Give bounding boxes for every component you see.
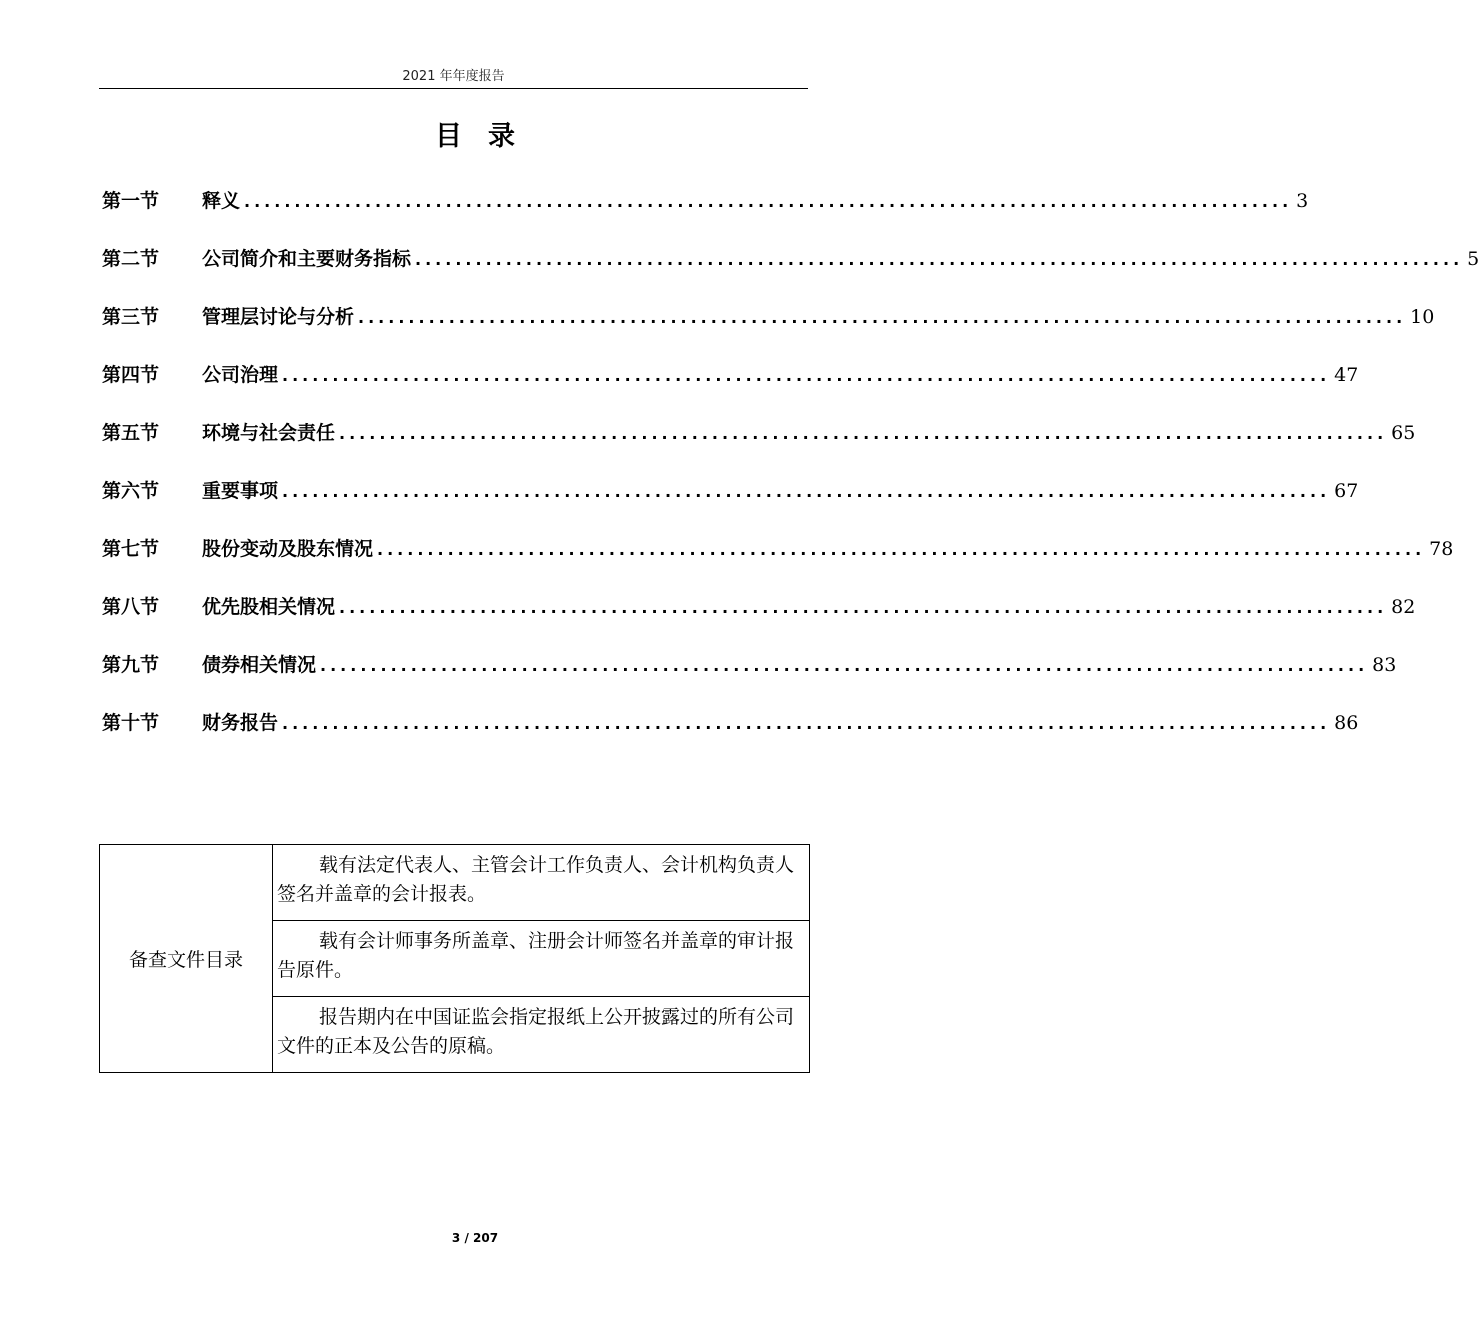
toc-section-name: 股份变动及股东情况 <box>202 538 374 560</box>
toc-entry[interactable] <box>102 650 1397 708</box>
toc-dot-leader: ........................................................................................................ <box>282 714 1331 733</box>
toc-section-number: 第九节 <box>102 654 160 676</box>
toc-section-number: 第八节 <box>102 596 160 618</box>
toc-entry[interactable] <box>102 708 1359 766</box>
table-row <box>100 845 810 921</box>
toc-section-name: 财务报告 <box>202 712 279 734</box>
reference-document-item: 报告期内在中国证监会指定报纸上公开披露过的所有公司文件的正本及公告的原稿。 <box>273 997 810 1073</box>
toc-entry[interactable] <box>102 360 1359 418</box>
toc-section-number: 第四节 <box>102 364 160 386</box>
toc-section-name: 债券相关情况 <box>202 654 317 676</box>
toc-page-number: 65 <box>1391 422 1416 444</box>
table-of-contents <box>102 186 1479 766</box>
toc-entry[interactable] <box>102 244 1479 302</box>
toc-section-number: 第七节 <box>102 538 160 560</box>
toc-entry[interactable] <box>102 592 1416 650</box>
toc-dot-leader: ........................................................................................................ <box>282 482 1331 501</box>
toc-section-number: 第五节 <box>102 422 160 444</box>
reference-documents-label: 备查文件目录 <box>100 845 273 1073</box>
toc-page-number: 3 <box>1296 190 1309 212</box>
page-title: 目录 <box>435 121 541 152</box>
toc-entry[interactable] <box>102 418 1416 476</box>
toc-section-name: 管理层讨论与分析 <box>202 306 355 328</box>
toc-entry[interactable] <box>102 476 1359 534</box>
toc-dot-leader: ........................................................................................................ <box>339 424 1388 443</box>
toc-section-number: 第六节 <box>102 480 160 502</box>
toc-section-name: 环境与社会责任 <box>202 422 336 444</box>
reference-document-item: 载有法定代表人、主管会计工作负责人、会计机构负责人签名并盖章的会计报表。 <box>273 845 810 921</box>
toc-page-number: 86 <box>1334 712 1359 734</box>
toc-page-number: 5 <box>1467 248 1479 270</box>
reference-document-item: 载有会计师事务所盖章、注册会计师签名并盖章的审计报告原件。 <box>273 921 810 997</box>
toc-dot-leader: ........................................................................................................ <box>415 250 1464 269</box>
toc-page-number: 82 <box>1391 596 1416 618</box>
toc-page-number: 10 <box>1410 306 1435 328</box>
toc-section-name: 优先股相关情况 <box>202 596 336 618</box>
page-number: 3 / 207 <box>451 1231 499 1245</box>
toc-dot-leader: ........................................................................................................ <box>320 656 1369 675</box>
toc-dot-leader: ........................................................................................................ <box>339 598 1388 617</box>
toc-section-number: 第二节 <box>102 248 160 270</box>
toc-section-number: 第十节 <box>102 712 160 734</box>
toc-entry[interactable] <box>102 186 1309 244</box>
running-header: 2021 年年度报告 <box>99 68 808 89</box>
toc-dot-leader: ........................................................................................................ <box>282 366 1331 385</box>
toc-entry[interactable] <box>102 302 1435 360</box>
toc-section-name: 重要事项 <box>202 480 279 502</box>
reference-documents-table <box>99 844 810 1073</box>
toc-section-name: 公司治理 <box>202 364 279 386</box>
toc-dot-leader: ........................................................................................................ <box>377 540 1426 559</box>
toc-entry[interactable] <box>102 534 1454 592</box>
toc-section-name: 公司简介和主要财务指标 <box>202 248 412 270</box>
toc-section-name: 释义 <box>202 190 241 212</box>
toc-page-number: 83 <box>1372 654 1397 676</box>
toc-page-number: 67 <box>1334 480 1359 502</box>
toc-dot-leader: ........................................................................................................ <box>244 192 1293 211</box>
toc-page-number: 47 <box>1334 364 1359 386</box>
toc-section-number: 第三节 <box>102 306 160 328</box>
toc-page-number: 78 <box>1429 538 1454 560</box>
toc-section-number: 第一节 <box>102 190 160 212</box>
toc-dot-leader: ........................................................................................................ <box>358 308 1407 327</box>
